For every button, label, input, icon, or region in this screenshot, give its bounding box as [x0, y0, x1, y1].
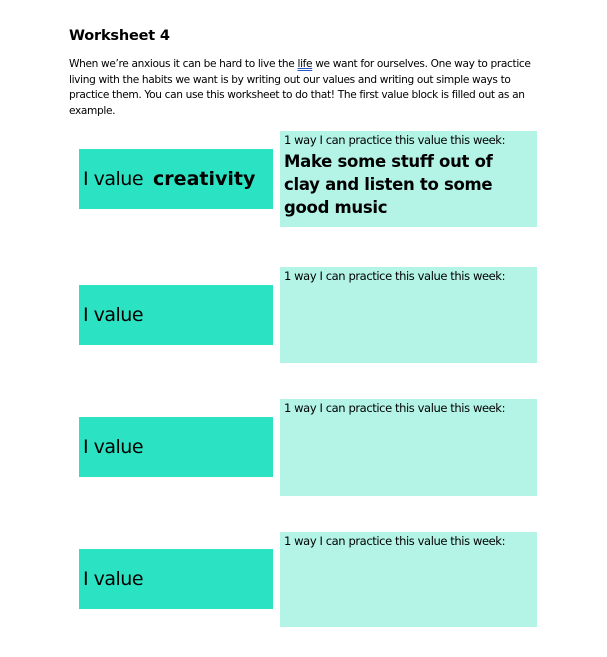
practice-box-2[interactable] [280, 267, 537, 363]
intro-paragraph[interactable] [69, 57, 539, 119]
value-text[interactable]: creativity [153, 168, 256, 190]
value-label: I value [83, 168, 144, 190]
value-box-4[interactable] [79, 549, 273, 609]
value-box-2[interactable] [79, 285, 273, 345]
grammar-flagged-word[interactable]: life [297, 58, 313, 70]
practice-label: 1 way I can practice this value this week: [284, 269, 506, 283]
practice-box-3[interactable] [280, 399, 537, 496]
value-box-3[interactable] [79, 417, 273, 477]
practice-box-1[interactable] [280, 131, 537, 227]
practice-label: 1 way I can practice this value this week: [284, 401, 506, 415]
practice-answer[interactable]: Make some stuff out of clay and listen to some good music [284, 152, 493, 217]
value-box-1[interactable] [79, 149, 273, 209]
intro-text-start: When we’re anxious it can be hard to live the [69, 58, 298, 70]
practice-label: 1 way I can practice this value this week: [284, 133, 506, 147]
value-label: I value [83, 436, 144, 458]
value-label: I value [83, 304, 144, 326]
value-label: I value [83, 568, 144, 590]
practice-box-4[interactable] [280, 532, 537, 627]
worksheet-title: Worksheet 4 [69, 28, 170, 44]
intro-text-end: we want for ourselves. One way to practice living with the habits we want is by writing out our values and writing out simple ways to practice them. You can use this worksheet to do that! The first value block is filled out as an example. [69, 58, 531, 117]
practice-label: 1 way I can practice this value this week: [284, 534, 506, 548]
